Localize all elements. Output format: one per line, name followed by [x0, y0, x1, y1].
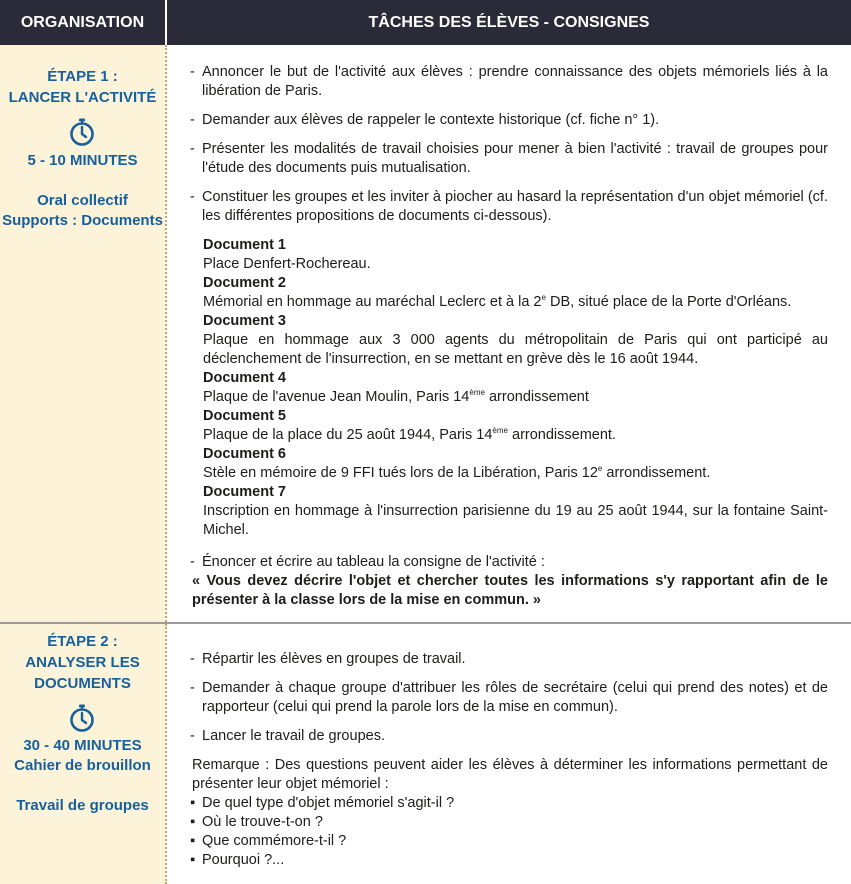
step2-tasks-cell [192, 624, 828, 884]
step1-supports: Supports : Documents [2, 212, 163, 229]
document-2: Document 2 Mémorial en hommage au maréchal Leclerc et à la 2e DB, situé place de la Porte d'Orléans. [203, 274, 828, 312]
document-3 [203, 312, 828, 369]
document-text: Place Denfert-Rochereau. [203, 256, 371, 272]
document-4: Document 4 Plaque de l'avenue Jean Moulin, Paris 14ème arrondissement [203, 369, 828, 407]
document-1 [203, 236, 828, 274]
step2-title-line1: ÉTAPE 2 : [47, 633, 118, 650]
question-item: ▪ Que commémore-t-il ? [190, 833, 347, 849]
column-divider [165, 45, 167, 622]
bullet-icon: ▪ [190, 833, 196, 849]
table-header [0, 0, 851, 45]
document-5: Document 5 Plaque de la place du 25 août 1944, Paris 14ème arrondissement. [203, 407, 828, 445]
step1-title-line2: LANCER L'ACTIVITÉ [8, 89, 157, 106]
step1-item: - Annoncer le but de l'activité aux élèves : prendre connaissance des objets mémoriels liés à la libération de Paris. [190, 64, 828, 99]
document-6: Document 6 Stèle en mémoire de 9 FFI tués lors de la Libération, Paris 12e arrondissement. [203, 445, 828, 483]
document-label: Document 7 [203, 484, 286, 500]
step1-item: - Demander aux élèves de rappeler le contexte historique (cf. fiche n° 1). [190, 112, 660, 128]
step1-title-line1: ÉTAPE 1 : [47, 68, 118, 85]
step2-duration: 30 - 40 MINUTES [23, 737, 142, 754]
step2-remark: Remarque : Des questions peuvent aider les élèves à déterminer les informations permettant de présenter leur objet mémoriel : [192, 757, 828, 792]
dash: - [190, 651, 195, 667]
dash: - [190, 728, 195, 744]
step2-support: Cahier de brouillon [14, 757, 151, 774]
stopwatch-icon [69, 704, 95, 732]
document-label: Document 2 [203, 275, 286, 291]
dash: - [190, 680, 195, 696]
column-divider [165, 624, 167, 884]
step1-mode: Oral collectif [37, 192, 128, 209]
step2-organisation-cell [0, 624, 165, 884]
dash: - [190, 141, 195, 157]
document-label: Document 3 [203, 313, 286, 329]
step2-title-line3: DOCUMENTS [34, 675, 131, 692]
bullet-icon: ▪ [190, 852, 196, 868]
bullet-icon: ▪ [190, 795, 196, 811]
step1-organisation-cell [0, 45, 165, 622]
step2-title-line2: ANALYSER LES [25, 654, 140, 671]
step1-duration: 5 - 10 MINUTES [27, 152, 138, 169]
step1-item: - Énoncer et écrire au tableau la consigne de l'activité : [190, 554, 545, 570]
document-label: Document 5 [203, 408, 286, 424]
step1-item: - Constituer les groupes et les inviter à piocher au hasard la représentation d'un objet mémoriel (cf. les différentes propositions de documents ci-dessous). [190, 189, 828, 224]
step2-item: - Lancer le travail de groupes. [190, 728, 385, 744]
stopwatch-icon [69, 118, 95, 146]
step1-item: - Présenter les modalités de travail choisies pour mener à bien l'activité : travail de groupes pour l'étude des documents puis mutualisation. [190, 141, 828, 176]
step2-item: - Répartir les élèves en groupes de travail. [190, 651, 466, 667]
document-7 [203, 483, 828, 540]
document-label: Document 6 [203, 446, 286, 462]
step2-item: - Demander à chaque groupe d'attribuer les rôles de secrétaire (celui qui prend des notes) et de rapporteur (celui qui prend la parole lors de la mise en commun). [190, 680, 828, 715]
dash: - [190, 189, 195, 205]
question-item: ▪ De quel type d'objet mémoriel s'agit-il ? [190, 795, 455, 811]
header-taches: TÂCHES DES ÉLÈVES - CONSIGNES [368, 14, 650, 31]
header-organisation: ORGANISATION [20, 14, 145, 31]
step1-tasks-cell [192, 45, 828, 622]
document-label: Document 4 [203, 370, 286, 386]
dash: - [190, 554, 195, 570]
bullet-icon: ▪ [190, 814, 196, 830]
document-text: Inscription en hommage à l'insurrection parisienne du 19 au 25 août 1944, sur la fontaine Saint-Michel. [203, 503, 828, 538]
document-label: Document 1 [203, 237, 286, 253]
step2-mode: Travail de groupes [16, 797, 149, 814]
question-item: ▪ Pourquoi ?... [190, 852, 285, 868]
activity-instruction: « Vous devez décrire l'objet et chercher toutes les informations s'y rapportant afin de le présenter à la classe lors de la mise en commun. » [192, 573, 828, 608]
dash: - [190, 112, 195, 128]
question-item: ▪ Où le trouve-t-on ? [190, 814, 323, 830]
document-text: Plaque en hommage aux 3 000 agents du métropolitain de Paris qui ont participé au déclenchement de l'insurrection, en se mettant en grève dès le 16 août 1944. [203, 332, 828, 367]
dash: - [190, 64, 195, 80]
